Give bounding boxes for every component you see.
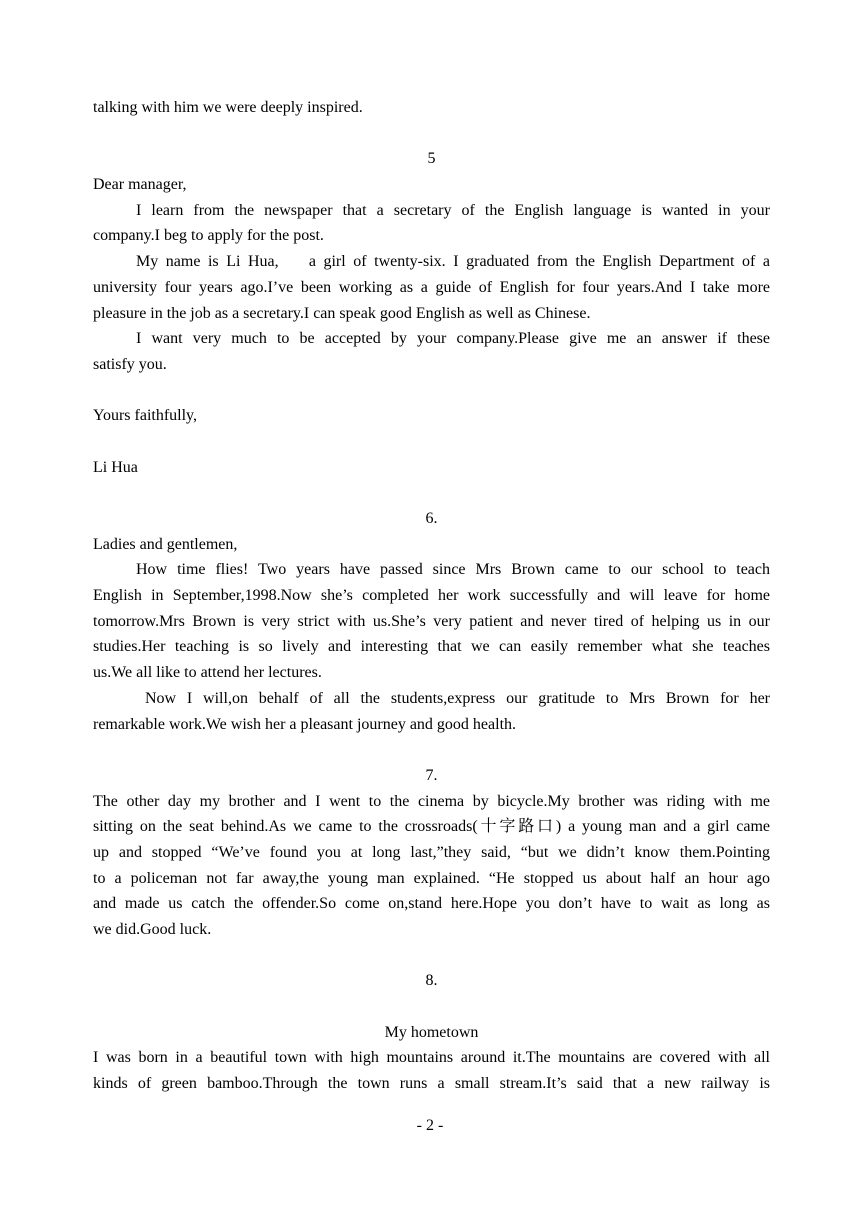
blank-line bbox=[93, 121, 770, 147]
paragraph-line: talking with him we were deeply inspired. bbox=[93, 99, 363, 116]
paragraph-line: The other day my brother and I went to the cinema by bicycle.My brother was riding with me bbox=[93, 792, 770, 810]
paragraph-line: English in September,1998.Now she’s completed her work successfully and will leave for home bbox=[93, 587, 770, 605]
paragraph-line: to a policeman not far away,the young man explained. “He stopped us about half an hour ago bbox=[93, 869, 770, 887]
paragraph-line: up and stopped “We’ve found you at long last,”they said, “but we didn’t know them.Pointing bbox=[93, 843, 770, 861]
blank-line bbox=[93, 429, 770, 455]
paragraph-line: company.I beg to apply for the post. bbox=[93, 227, 324, 245]
paragraph-line: pleasure in the job as a secretary.I can speak good English as well as Chinese. bbox=[93, 304, 591, 322]
paragraph-line: us.We all like to attend her lectures. bbox=[93, 664, 322, 682]
section-number: 6. bbox=[425, 510, 438, 527]
paragraph-line: sitting on the seat behind.As we came to the crossroads(十字路口) a young man and a girl came bbox=[93, 818, 770, 836]
blank-line bbox=[93, 378, 770, 404]
section-number: 7. bbox=[425, 766, 438, 784]
blank-line bbox=[93, 480, 770, 506]
paragraph-line: university four years ago.I’ve been working as a guide of English for four years.And I take more bbox=[93, 278, 770, 296]
signature: Li Hua bbox=[93, 458, 138, 476]
paragraph-line: My name is Li Hua, a girl of twenty-six. I graduated from the English Department of a bbox=[136, 253, 770, 271]
blank-line bbox=[93, 943, 770, 969]
paragraph-line: studies.Her teaching is so lively and interesting that we can easily remember what she teaches bbox=[93, 638, 770, 656]
section-number: 8. bbox=[425, 972, 438, 990]
salutation: Ladies and gentlemen, bbox=[93, 535, 238, 553]
paragraph-line: and made us catch the offender.So come on,stand here.Hope you don’t have to wait as long as bbox=[93, 895, 770, 913]
paragraph-line: we did.Good luck. bbox=[93, 921, 212, 938]
paragraph-line: I learn from the newspaper that a secretary of the English language is wanted in your bbox=[136, 201, 770, 219]
paragraph-line: I was born in a beautiful town with high mountains around it.The mountains are covered with all bbox=[93, 1049, 770, 1067]
paragraph-line: kinds of green bamboo.Through the town runs a small stream.It’s said that a new railway is bbox=[93, 1075, 770, 1093]
paragraph-line: I want very much to be accepted by your company.Please give me an answer if these bbox=[136, 330, 770, 348]
paragraph-line: How time flies! Two years have passed since Mrs Brown came to our school to teach bbox=[136, 561, 770, 579]
paragraph-line: Now I will,on behalf of all the students,express our gratitude to Mrs Brown for her bbox=[145, 689, 770, 707]
essay-title: My hometown bbox=[384, 1023, 479, 1041]
document-page bbox=[93, 95, 770, 1097]
page-number: - 2 - bbox=[416, 1117, 444, 1134]
paragraph-line: remarkable work.We wish her a pleasant journey and good health. bbox=[93, 715, 517, 733]
closing: Yours faithfully, bbox=[93, 407, 198, 425]
paragraph-line: satisfy you. bbox=[93, 355, 167, 373]
blank-line bbox=[93, 994, 770, 1020]
section-number: 5 bbox=[427, 150, 436, 168]
blank-line bbox=[93, 737, 770, 763]
salutation: Dear manager, bbox=[93, 176, 187, 194]
paragraph-line: tomorrow.Mrs Brown is very strict with us.She’s very patient and never tired of helping us in our bbox=[93, 612, 770, 630]
